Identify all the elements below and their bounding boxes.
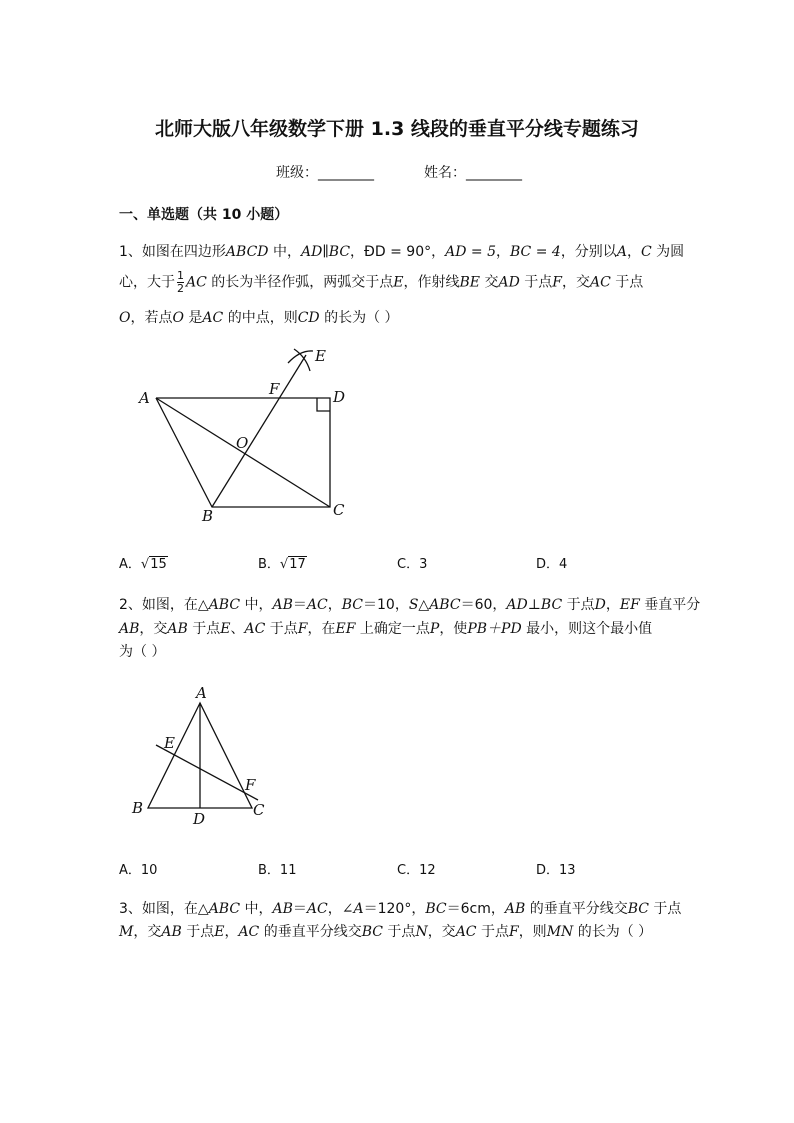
class-blank: ________ — [318, 165, 374, 181]
section-heading: 一、单选题（共 10 小题） — [119, 207, 289, 223]
label-d: D — [193, 810, 206, 828]
q3-line1: 3、如图，在△ABC 中，AB＝AC，∠A＝120°，BC＝6cm，AB 的垂直平分线交BC 于点 — [119, 901, 682, 917]
arc-1 — [288, 351, 313, 363]
label-e: E — [315, 347, 326, 365]
label-f: F — [245, 776, 256, 794]
name-blank: ________ — [466, 165, 522, 181]
q2-figure — [128, 683, 278, 828]
name-label: 姓名： — [424, 165, 466, 181]
ray-be — [212, 355, 306, 507]
q2-option-c[interactable]: C．12 — [397, 863, 436, 878]
q1-line1: 1、如图在四边形ABCD 中，AD∥BC，ÐD = 90°，AD = 5，BC = 4，分别以A，C 为圆 — [119, 244, 685, 260]
q2-option-d[interactable]: D．13 — [536, 863, 576, 878]
perpendicular-bisector-ef — [156, 745, 258, 800]
label-c: C — [333, 501, 345, 519]
one-half-fraction: $\frac{1}{2}$ — [177, 269, 184, 295]
q2-line2: AB，交AB 于点E、AC 于点F，在EF 上确定一点P，使PB＋PD 最小，则这个最小值 — [119, 621, 653, 637]
q2-option-a[interactable]: A．10 — [119, 863, 158, 878]
page-title: 北师大版八年级数学下册 1.3 线段的垂直平分线专题练习 — [155, 118, 639, 140]
q1-figure — [130, 345, 360, 525]
label-c: C — [253, 801, 265, 819]
class-field — [276, 162, 374, 182]
label-a: A — [196, 684, 207, 702]
class-label: 班级： — [276, 165, 318, 181]
label-f: F — [269, 380, 280, 398]
diagonal-ac — [156, 398, 330, 507]
q2-option-b[interactable]: B．11 — [258, 863, 297, 878]
label-a: A — [139, 389, 150, 407]
q1-line3: O，若点O 是AC 的中点，则CD 的长为（ ） — [119, 310, 399, 326]
q3-line2: M，交AB 于点E，AC 的垂直平分线交BC 于点N，交AC 于点F，则MN 的长为（ ） — [119, 924, 653, 940]
q1-option-a[interactable]: A．√15 — [119, 557, 167, 572]
q1-line2: 心，大于 $\frac{1}{2}$ AC 的长为半径作弧，两弧交于点E，作射线BE 交AD 于点F，交AC 于点 — [119, 269, 644, 295]
q1-option-b[interactable]: B．√17 — [258, 557, 306, 572]
label-e: E — [164, 734, 175, 752]
name-field — [424, 162, 522, 182]
label-b: B — [202, 507, 214, 525]
label-b: B — [132, 799, 144, 817]
q2-line3: 为（ ） — [119, 644, 166, 660]
label-o: O — [236, 434, 249, 452]
q2-line1: 2、如图，在△ABC 中，AB＝AC，BC＝10，S△ABC＝60，AD⊥BC 于点D，EF 垂直平分 — [119, 597, 701, 613]
q1-option-c[interactable]: C．3 — [397, 557, 428, 572]
label-d: D — [333, 388, 346, 406]
right-angle-mark — [317, 398, 330, 411]
q1-option-d[interactable]: D．4 — [536, 557, 568, 572]
